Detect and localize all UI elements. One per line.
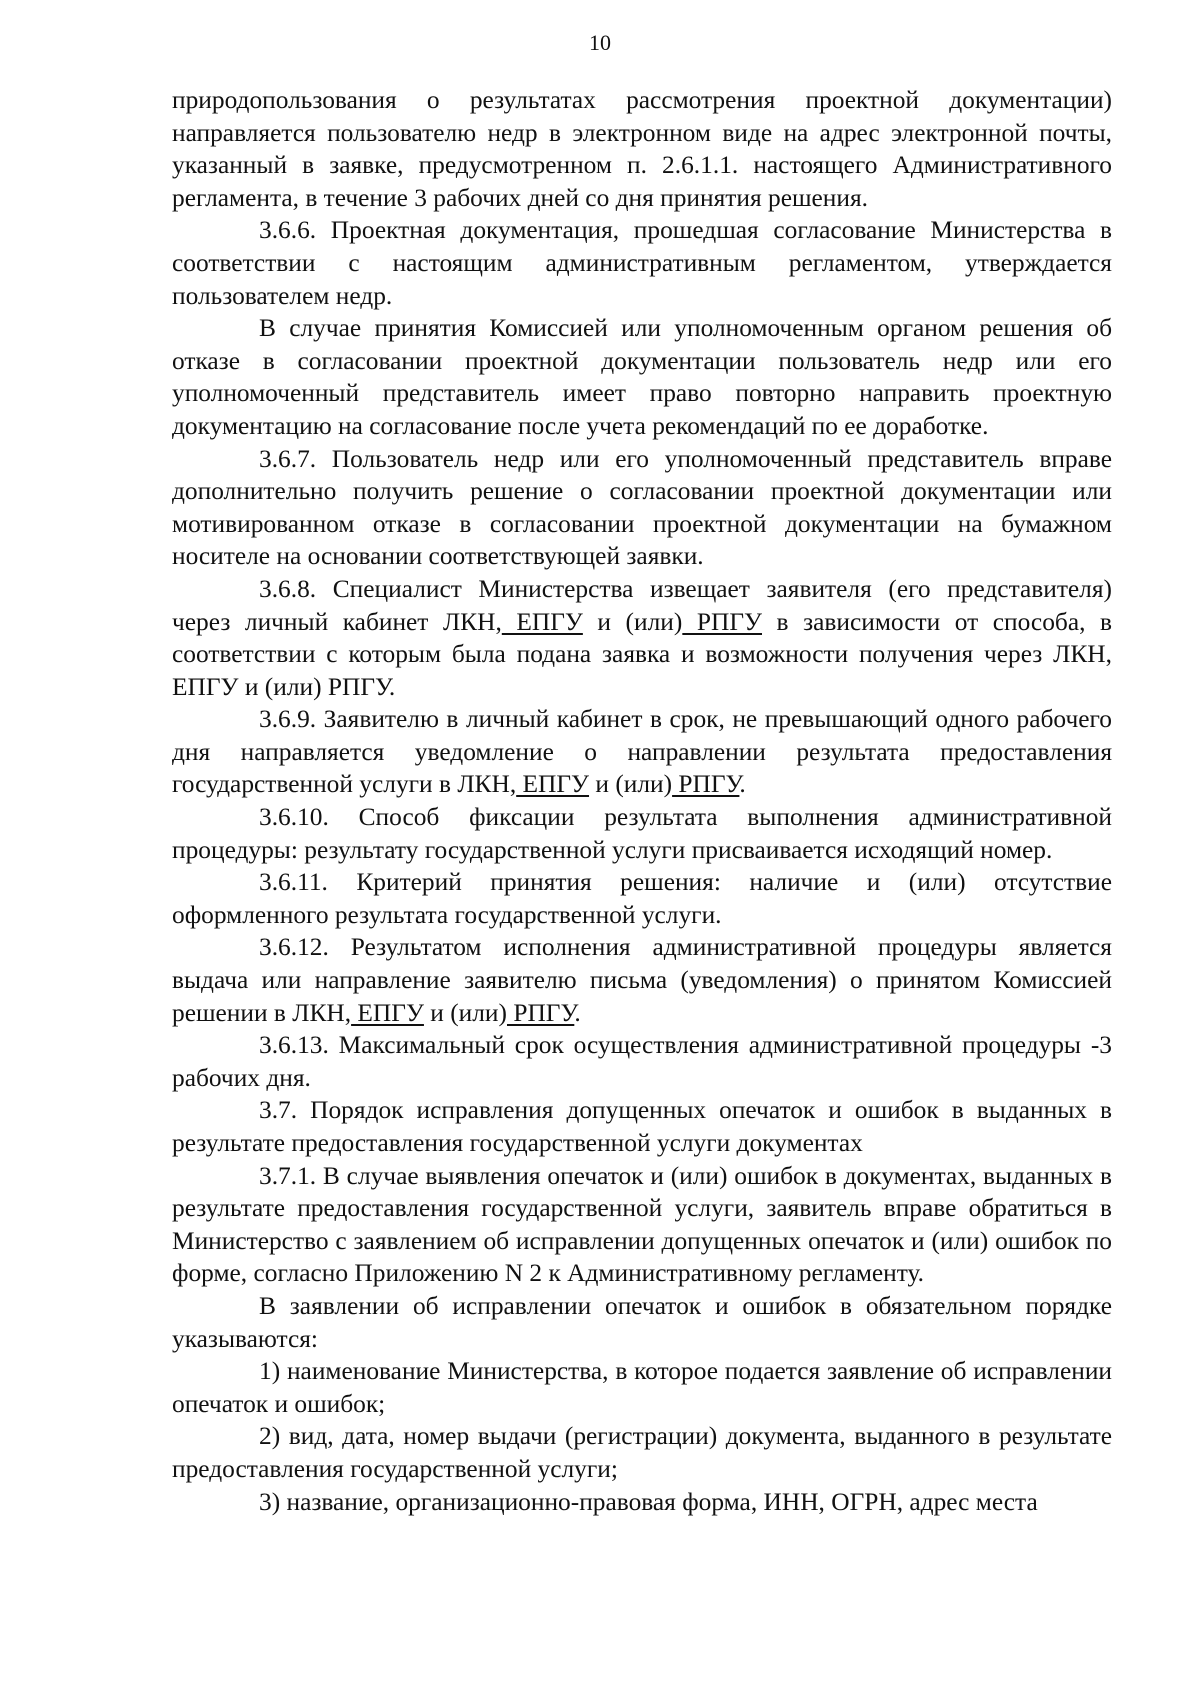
paragraph xyxy=(172,1290,1112,1355)
paragraph-text: 3.6.10. Способ фиксации результата выполнения административной процедуры: результату государственной услуги присваивается исходящий номер. xyxy=(172,803,1112,864)
paragraph-text: в зависимости от способа, в соответствии с которым была подана заявка и возможности получения через ЛКН, ЕПГУ и (или) РПГУ. xyxy=(172,607,1112,701)
underlined-text: РПГУ xyxy=(682,607,762,636)
paragraph xyxy=(172,801,1112,866)
paragraph xyxy=(172,1029,1112,1094)
paragraph-text: . xyxy=(574,998,581,1027)
paragraph xyxy=(172,1486,1112,1519)
paragraph-text: 2) вид, дата, номер выдачи (регистрации) документа, выданного в результате предоставления государственной услуги; xyxy=(172,1422,1112,1483)
paragraph-text: 3.6.11. Критерий принятия решения: наличие и (или) отсутствие оформленного результата государственной услуги. xyxy=(172,868,1112,929)
paragraph-text: 3.6.9. Заявителю в личный кабинет в срок, не превышающий одного рабочего дня направляется уведомление о направлении результата предоставления государственной услуги в ЛКН, xyxy=(172,705,1112,799)
paragraph-text: 3.7.1. В случае выявления опечаток и (или) ошибок в документах, выданных в результате предоставления государственной услуги, заявитель вправе обратиться в Министерство с заявлением об исправлении допущенных опечаток и (или) ошибок по форме, согласно Приложению N 2 к Административному регламенту. xyxy=(172,1161,1112,1288)
paragraph xyxy=(172,84,1112,214)
paragraph xyxy=(172,312,1112,442)
paragraph-text: . xyxy=(739,770,746,799)
paragraph xyxy=(172,573,1112,703)
paragraph-text: 3) название, организационно-правовая форма, ИНН, ОГРН, адрес места xyxy=(259,1487,1038,1516)
paragraph-text: и (или) xyxy=(582,607,683,636)
underlined-text: ЕПГУ xyxy=(501,607,583,636)
paragraph-text: 3.6.13. Максимальный срок осуществления административной процедуры -3 рабочих дня. xyxy=(172,1031,1112,1092)
underlined-text: ЕПГУ xyxy=(516,770,590,799)
paragraph xyxy=(172,1355,1112,1420)
paragraph-text: 1) наименование Министерства, в которое подается заявление об исправлении опечаток и ошибок; xyxy=(172,1357,1112,1418)
paragraph xyxy=(172,1094,1112,1159)
paragraph-text: 3.6.6. Проектная документация, прошедшая согласование Министерства в соответствии с настоящим административным регламентом, утверждается пользователем недр. xyxy=(172,216,1112,310)
paragraph xyxy=(172,214,1112,312)
underlined-text: РПГУ xyxy=(506,998,575,1027)
paragraph xyxy=(172,1160,1112,1290)
paragraph-text: 3.6.8. Специалист Министерства извещает заявителя (его представителя) через личный кабинет ЛКН, xyxy=(172,574,1112,636)
paragraph-text: и (или) xyxy=(589,770,673,799)
paragraph xyxy=(172,1420,1112,1485)
paragraph xyxy=(172,866,1112,931)
underlined-text: ЕПГУ xyxy=(351,998,424,1027)
paragraph-text: В случае принятия Комиссией или уполномоченным органом решения об отказе в согласовании проектной документации пользователь недр или его уполномоченный представитель имеет право повторно направить проектную документацию на согласование после учета рекомендаций по ее доработке. xyxy=(172,314,1112,440)
paragraph xyxy=(172,703,1112,801)
paragraph-text: 3.7. Порядок исправления допущенных опечаток и ошибок в выданных в результате предоставления государственной услуги документах xyxy=(172,1096,1112,1157)
underlined-text: РПГУ xyxy=(672,770,740,799)
document-body xyxy=(172,84,1112,1518)
page-number: 10 xyxy=(589,30,611,55)
paragraph-text: 3.6.12. Результатом исполнения административной процедуры является выдача или направление заявителю письма (уведомления) о принятом Комиссией решении в ЛКН, xyxy=(172,933,1112,1027)
paragraph-text: и (или) xyxy=(423,998,507,1027)
paragraph-text: природопользования о результатах рассмотрения проектной документации) направляется пользователю недр в электронном виде на адрес электронной почты, указанный в заявке, предусмотренном п. 2.6.1.1. настоящего Административного регламента, в течение 3 рабочих дней со дня принятия решения. xyxy=(172,86,1112,212)
paragraph xyxy=(172,931,1112,1029)
paragraph xyxy=(172,443,1112,573)
paragraph-text: В заявлении об исправлении опечаток и ошибок в обязательном порядке указываются: xyxy=(172,1291,1112,1353)
paragraph-text: 3.6.7. Пользователь недр или его уполномоченный представитель вправе дополнительно получить решение о согласовании проектной документации или мотивированном отказе в согласовании проектной документации на бумажном носителе на основании соответствующей заявки. xyxy=(172,444,1112,571)
